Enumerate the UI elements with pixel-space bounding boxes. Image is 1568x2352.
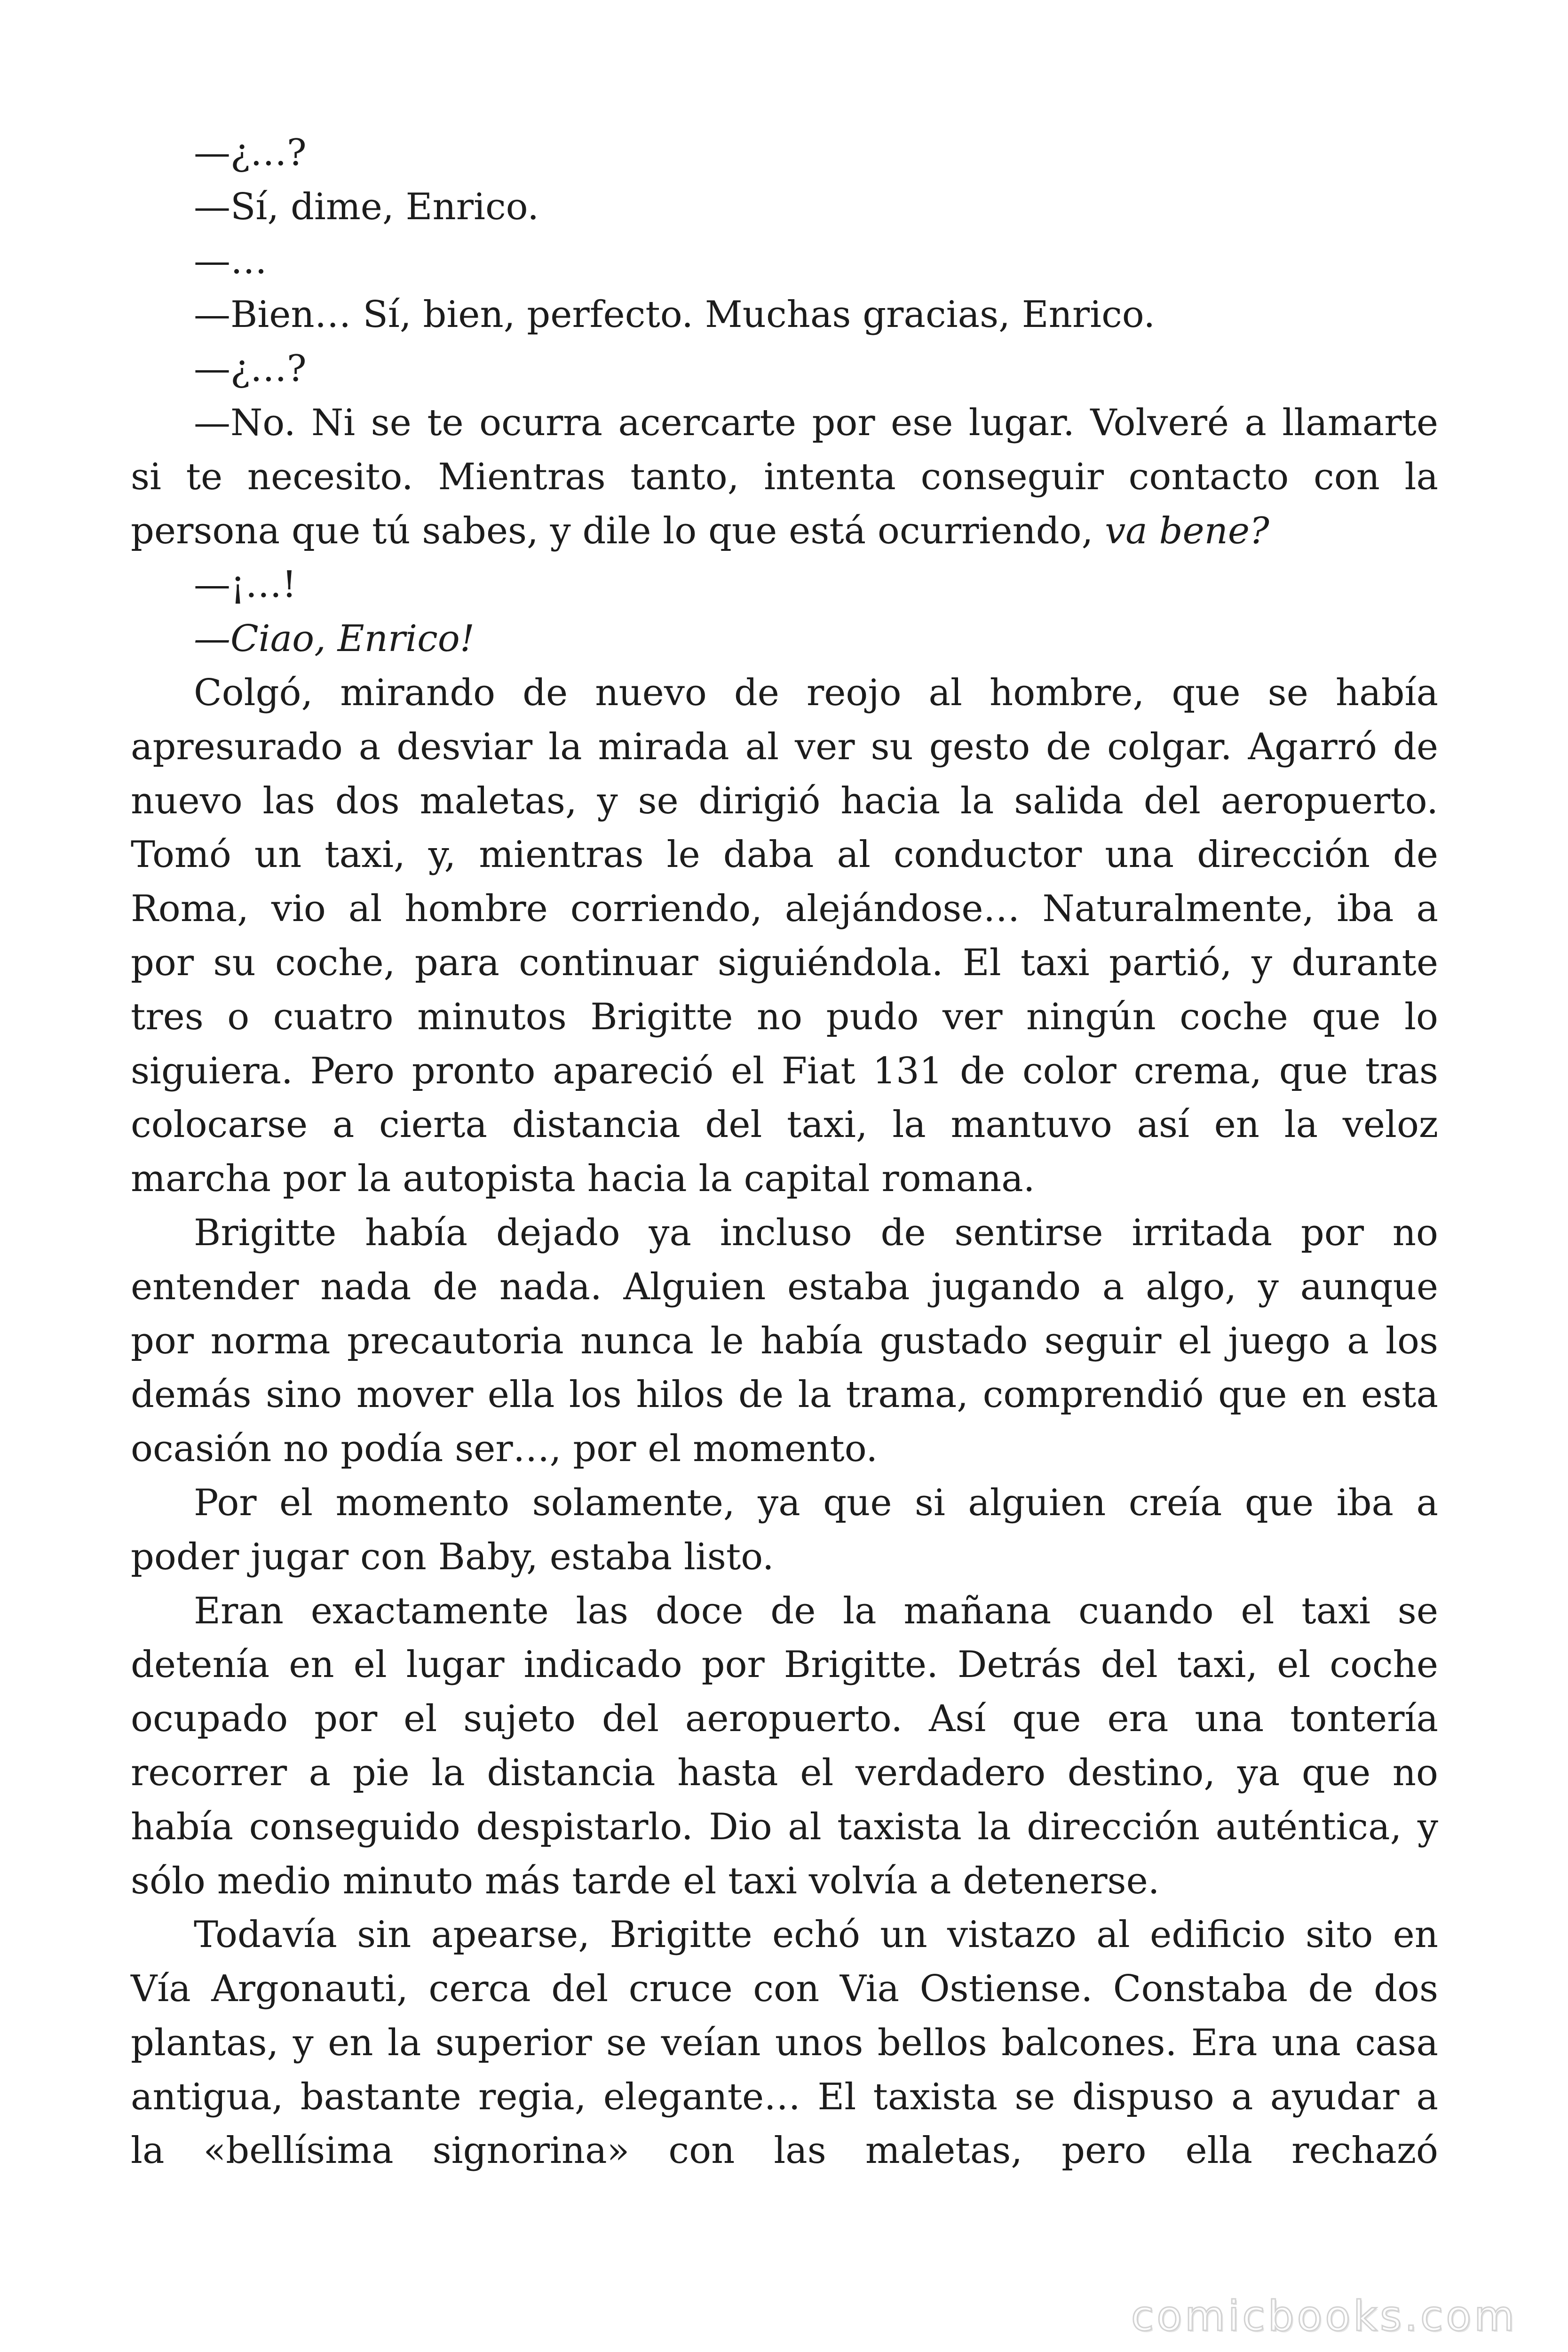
text-line (131, 612, 1438, 666)
text-line (131, 1746, 1438, 1800)
text-line (131, 1152, 1438, 1206)
text-line-content: —Sí, dime, Enrico. (194, 185, 539, 228)
text-line-content: nuevo las dos maletas, y se dirigió hacia la salida del aeropuerto. (131, 779, 1438, 822)
body-text (131, 126, 1438, 2178)
text-line (131, 2070, 1438, 2124)
watermark-logo: comicbooks.com (1131, 2292, 1517, 2340)
text-line-content: demás sino mover ella los hilos de la trama, comprendió que en esta (131, 1374, 1438, 1416)
text-line-content: Roma, vio al hombre corriendo, alejándose… Naturalmente, iba a (131, 888, 1438, 930)
text-line (131, 1044, 1438, 1098)
text-line (131, 1260, 1438, 1314)
text-line-content: sólo medio minuto más tarde el taxi volvía a detenerse. (131, 1859, 1160, 1902)
text-line (131, 450, 1438, 504)
text-line-content: detenía en el lugar indicado por Brigitte. Detrás del taxi, el coche (131, 1644, 1438, 1686)
text-line-content: Brigitte había dejado ya incluso de sentirse irritada por no (194, 1211, 1438, 1254)
text-line-content: por su coche, para continuar siguiéndola. El taxi partió, y durante (131, 941, 1438, 984)
text-line (131, 1530, 1438, 1584)
text-line (131, 882, 1438, 936)
text-line (131, 180, 1438, 234)
text-line (131, 1368, 1438, 1422)
text-line-content: plantas, y en la superior se veían unos bellos balcones. Era una casa (131, 2021, 1438, 2064)
text-line-content: antigua, bastante regia, elegante… El taxista se dispuso a ayudar a (131, 2075, 1438, 2118)
text-line (131, 936, 1438, 990)
italic-phrase: va bene? (1105, 509, 1269, 552)
text-line-content: —¿…? (194, 132, 307, 174)
text-line-content: —… (194, 239, 267, 282)
text-line-content: recorrer a pie la distancia hasta el verdadero destino, ya que no (131, 1751, 1438, 1794)
text-line-content: por norma precautoria nunca le había gustado seguir el juego a los (131, 1319, 1438, 1362)
text-line (131, 1584, 1438, 1638)
text-line-content: —¿…? (194, 348, 307, 390)
italic-phrase: Ciao, Enrico! (230, 618, 475, 660)
text-line (131, 1314, 1438, 1368)
text-line-content: siguiera. Pero pronto apareció el Fiat 131 de color crema, que tras (131, 1049, 1438, 1092)
text-line-content: marcha por la autopista hacia la capital romana. (131, 1158, 1035, 1200)
text-line-content: ocasión no podía ser…, por el momento. (131, 1428, 878, 1470)
text-line (131, 1908, 1438, 1962)
text-line (131, 1422, 1438, 1476)
text-line (131, 234, 1438, 288)
text-line-content: —Bien… Sí, bien, perfecto. Muchas gracias, Enrico. (194, 294, 1156, 336)
text-line (131, 2124, 1438, 2178)
text-line (131, 1692, 1438, 1746)
text-line-content: —¡…! (194, 564, 297, 606)
text-line (131, 126, 1438, 180)
text-line (131, 828, 1438, 882)
text-line (131, 1800, 1438, 1854)
text-line (131, 990, 1438, 1044)
text-line-content: Por el momento solamente, ya que si alguien creía que iba a (194, 1481, 1438, 1524)
text-line (131, 1854, 1438, 1908)
text-line (131, 1206, 1438, 1260)
text-line (131, 1962, 1438, 2016)
text-line-content: Tomó un taxi, y, mientras le daba al conductor una dirección de (131, 834, 1438, 876)
text-line-content: había conseguido despistarlo. Dio al taxista la dirección auténtica, y (131, 1805, 1438, 1848)
text-line (131, 558, 1438, 612)
text-line-content: Colgó, mirando de nuevo de reojo al hombre, que se había (194, 671, 1438, 714)
text-line (131, 720, 1438, 774)
text-line (131, 774, 1438, 828)
text-line (131, 2016, 1438, 2070)
text-line-content: —No. Ni se te ocurra acercarte por ese lugar. Volveré a llamarte (194, 401, 1438, 444)
text-line-content: — (194, 618, 230, 660)
text-line-content: Vía Argonauti, cerca del cruce con Via Ostiense. Constaba de dos (131, 1968, 1438, 2010)
text-line-content: persona que tú sabes, y dile lo que está ocurriendo, (131, 509, 1105, 552)
text-line (131, 342, 1438, 396)
text-line (131, 288, 1438, 342)
text-line-content: Todavía sin apearse, Brigitte echó un vistazo al edificio sito en (194, 1914, 1438, 1956)
text-line (131, 396, 1438, 450)
text-line (131, 1638, 1438, 1692)
text-line (131, 666, 1438, 720)
text-line-content: apresurado a desviar la mirada al ver su gesto de colgar. Agarró de (131, 725, 1438, 768)
text-line-content: si te necesito. Mientras tanto, intenta conseguir contacto con la (131, 455, 1438, 498)
text-line (131, 1098, 1438, 1152)
text-line-content: entender nada de nada. Alguien estaba jugando a algo, y aunque (131, 1265, 1438, 1308)
text-line (131, 1476, 1438, 1530)
text-line-content: ocupado por el sujeto del aeropuerto. Así que era una tontería (131, 1698, 1438, 1740)
text-line-content: colocarse a cierta distancia del taxi, la mantuvo así en la veloz (131, 1104, 1438, 1146)
text-line-content: la «bellísima signorina» con las maletas, pero ella rechazó (131, 2130, 1438, 2172)
text-line-content: Eran exactamente las doce de la mañana cuando el taxi se (194, 1589, 1438, 1632)
text-line-content: tres o cuatro minutos Brigitte no pudo ver ningún coche que lo (131, 995, 1438, 1038)
text-line (131, 504, 1438, 558)
text-line-content: poder jugar con Baby, estaba listo. (131, 1535, 774, 1578)
